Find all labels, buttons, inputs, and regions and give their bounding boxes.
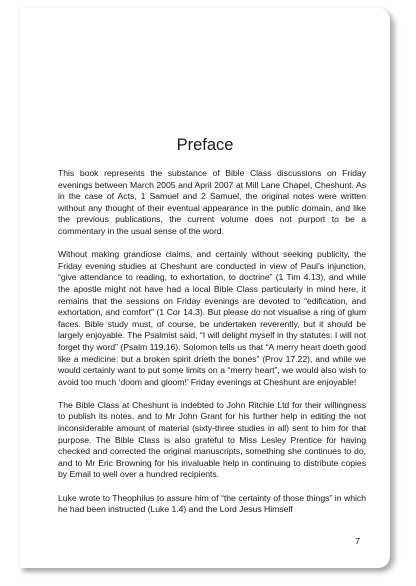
paragraph: Luke wrote to Theophilus to assure him of “the certainty of those things” in which he had been instructed (Luke 1.4) and the Lord Jesus Himself — [58, 492, 366, 515]
page-number: 7 — [355, 536, 360, 546]
paragraph: Without making grandiose claims, and certainly without seeking publicity, the Friday evening studies at Cheshunt are conducted in view of Paul’s injunction, “give attendance to reading, to exhortation, to doctrine” (1 Tim 4.13), and while the apostle might not have had a local Bible Class particularly in mind here, it remains that the sessions on Friday evenings are devoted to “edification, and exhortation, and comfort” (1 Cor 14.3). But please do not visualise a ring of glum faces. Bible study must, of course, be undertaken reverently, but it should be largely enjoyable. The Psalmist said, “I will delight myself in thy statutes: I will not forget thy word” (Psalm 119.16). Solomon tells us that “A merry heart doeth good like a medicine: but a broken spirit drieth the bones” (Prov 17.22), and while we would certainly want to put some limits on a “merry heart”, we would also wish to avoid too much ‘doom and gloom!’ Friday evenings at Cheshunt are enjoyable! — [58, 249, 366, 387]
book-page — [20, 8, 390, 568]
paragraph: This book represents the substance of Bible Class discussions on Friday evenings between March 2005 and April 2007 at Mill Lane Chapel, Cheshunt. As in the case of Acts, 1 Samuel and 2 Samuel, the original notes were written without any thought of their eventual appearance in the public domain, and like the previous publications, the current volume does not purport to be a commentary in the usual sense of the word. — [58, 168, 366, 236]
page-title: Preface — [176, 136, 234, 154]
body-text — [58, 168, 366, 527]
paragraph: The Bible Class at Cheshunt is indebted to John Ritchie Ltd for their willingness to publish its notes, and to Mr John Grant for his further help in editing the not inconsiderable amount of material (sixty-three studies in all) sent to him for that purpose. The Bible Class is also grateful to Miss Lesley Prentice for having checked and corrected the original manuscripts, something she continues to do, and to Mr Eric Browning for his invaluable help in continuing to distribute copies by Email to well over a hundred recipients. — [58, 399, 366, 480]
